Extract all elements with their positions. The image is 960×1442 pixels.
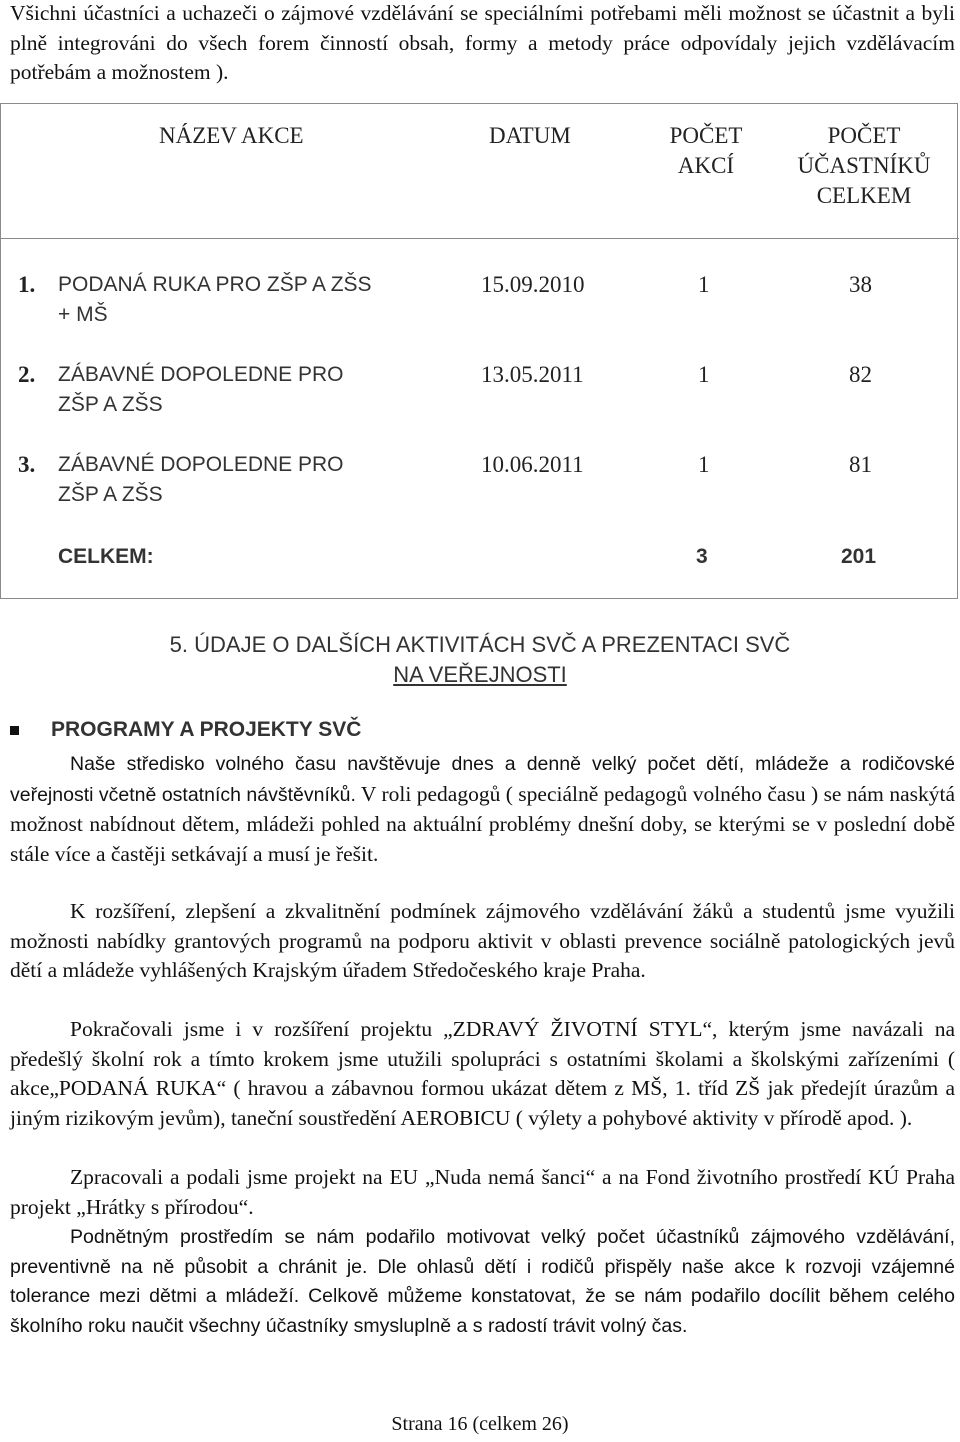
paragraph-2: K rozšíření, zlepšení a zkvalitnění podmínek zájmového vzdělávání žáků a studentů jsme využili možnosti nabídky grantových programů na podporu aktivit v oblasti prevence sociálně patologických jevů dětí a mládeže vyhlášených Krajským úřadem Středočeského kraje Praha. [10,899,955,982]
row-3-participants: 81 [849,452,872,477]
intro-paragraph: Všichni účastníci a uchazeči o zájmové vzdělávání se speciálními potřebami měli možnost se účastnit a byli plně integrováni do všech forem činností obsah, formy a metody práce odpovídaly jejich vzdělávacím potřebám a možnostem ). [10,1,955,84]
total-count: 3 [696,545,708,568]
row-1-name: PODANÁ RUKA PRO ZŠP A ZŠS + MŠ [58,273,372,326]
row-3-count: 1 [698,452,710,477]
row-3-number: 3. [18,452,36,477]
total-participants: 201 [841,545,877,568]
row-1-participants: 38 [849,272,872,297]
header-name: NÁZEV AKCE [159,123,304,148]
paragraph-3: Pokračovali jsme i v rozšíření projektu „ZDRAVÝ ŽIVOTNÍ STYL“, kterým jsme navázali na předešlý školní rok a tímto krokem jsme utužili spolupráci s ostatními školami a školskými zařízeními ( akce„PODANÁ RUKA“ ( hravou a zábavnou formou ukázat dětem z MŠ, 1. tříd ZŠ jak předejít úrazům a jiným rizikovým jevům), taneční soustředění AEROBICU ( výlety a pohybové aktivity v přírodě apod. ). [10,1017,955,1130]
bullet-heading: PROGRAMY A PROJEKTY SVČ [10,718,361,742]
header-participants: POČET ÚČASTNÍKŮ CELKEM [797,123,931,208]
row-3-date: 10.06.2011 [481,452,584,477]
row-2-count: 1 [698,362,710,387]
page-footer: Strana 16 (celkem 26) [391,1413,569,1435]
row-3-name: ZÁBAVNÉ DOPOLEDNE PRO ZŠP A ZŠS [58,453,344,506]
paragraph-1: Naše středisko volného času navštěvuje dnes a denně velký počet dětí, mládeže a rodičovské veřejnosti včetně ostatních návštěvníků. V roli pedagogů ( speciálně pedagogů volného času ) se nám naskýtá možnost nabídnout dětem, mládeži pohled na aktuální problémy dnešní doby, se kterými se v poslední době stále více a častěji setkávají a musí je řešit. [10,753,955,866]
table-header-separator [1,238,959,239]
row-1-count: 1 [698,272,710,297]
section-heading: 5. ÚDAJE O DALŠÍCH AKTIVITÁCH SVČ A PREZENTACI SVČ NA VEŘEJNOSTI [169,632,791,687]
row-2-number: 2. [18,362,36,387]
square-bullet-icon [10,726,19,735]
row-2-name: ZÁBAVNÉ DOPOLEDNE PRO ZŠP A ZŠS [58,363,344,416]
row-2-participants: 82 [849,362,872,387]
paragraph-4: Zpracovali a podali jsme projekt na EU „Nuda nemá šanci“ a na Fond životního prostředí KÚ Praha projekt „Hrátky s přírodou“. [10,1165,955,1219]
row-1-date: 15.09.2010 [481,272,585,297]
header-date: DATUM [489,123,571,148]
row-1-number: 1. [18,272,36,297]
total-label: CELKEM: [58,545,154,568]
row-2-date: 13.05.2011 [481,362,584,387]
header-event-count: POČET AKCÍ [669,123,743,178]
paragraph-5: Podnětným prostředím se nám podařilo motivovat velký počet účastníků zájmového vzdělávání, preventivně na ně působit a chránit je. Dle ohlasů dětí i rodičů přispěly naše akce k rozvoji vzájemné tolerance mezi dětmi a mládeží. Celkově můžeme konstatovat, že se nám podařilo docílit během celého školního roku naučit všechny účastníky smysluplně a s radostí trávit volný čas. [10,1226,955,1337]
events-table [0,103,958,599]
